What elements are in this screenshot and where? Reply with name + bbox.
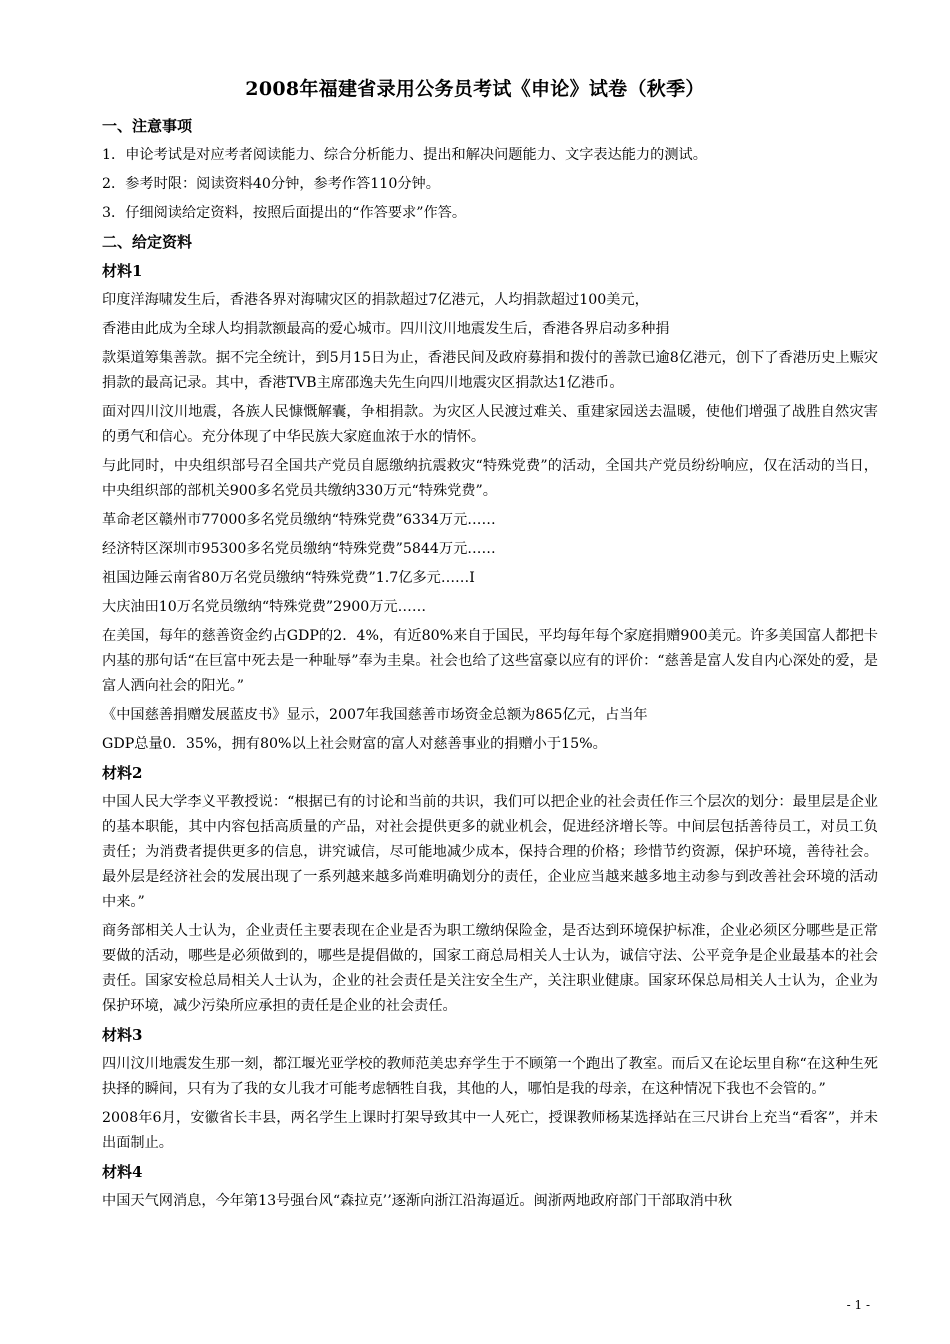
paragraph: 中国天气网消息，今年第13号强台风“森拉克’’逐渐向浙江沿海逼近。闽浙两地政府部门干部取消中秋 <box>102 1193 733 1209</box>
paragraph: 3．仔细阅读给定资料，按照后面提出的“作答要求”作答。 <box>102 205 467 221</box>
material-heading: 材料1 <box>102 262 143 280</box>
section-heading: 一、注意事项 <box>102 117 193 135</box>
paragraph: 2008年6月，安徽省长丰县，两名学生上课时打架导致其中一人死亡，授课教师杨某选择站在三尺讲台上充当“看客”，并未出面制止。 <box>102 1110 878 1151</box>
paragraph: 中国人民大学李义平教授说：“根据已有的讨论和当前的共识，我们可以把企业的社会责任作三个层次的划分：最里层是企业的基本职能，其中内容包括高质量的产品，对社会提供更多的就业机会，促进经济增长等。中间层包括善待员工，对员工负责任；为消费者提供更多的信息，讲究诚信，尽可能地减少成本，保持合理的价格；珍惜节约资源，保护环境，善待社会。最外层是经济社会的发展出现了一系列越来越多尚难明确划分的责任，企业应当越来越多地主动参与到改善社会环境的活动中来。” <box>102 794 878 910</box>
document-title: 2008年福建省录用公务员考试《申论》试卷（秋季） <box>245 78 705 100</box>
paragraph: 在美国，每年的慈善资金约占GDP的2．4%，有近80%来自于国民，平均每年每个家庭捐赠900美元。许多美国富人都把卡内基的那句话“在巨富中死去是一种耻辱”奉为圭臬。社会也给了这些富豪以应有的评价：“慈善是富人发自内心深处的爱，是富人洒向社会的阳光。” <box>102 628 878 694</box>
paragraph: 大庆油田10万名党员缴纳“特殊党费”2900万元…… <box>102 599 427 615</box>
material-heading: 材料2 <box>102 764 143 782</box>
paragraph: 面对四川汶川地震，各族人民慷慨解囊，争相捐款。为灾区人民渡过难关、重建家园送去温暖，使他们增强了战胜自然灾害的勇气和信心。充分体现了中华民族大家庭血浓于水的情怀。 <box>102 404 878 445</box>
paragraph: 祖国边陲云南省80万名党员缴纳“特殊党费”1.7亿多元……I <box>102 570 475 586</box>
paragraph: 《中国慈善捐赠发展蓝皮书》显示，2007年我国慈善市场资金总额为865亿元，占当年 <box>102 707 648 723</box>
paragraph: 经济特区深圳市95300多名党员缴纳“特殊党费”5844万元…… <box>102 541 496 557</box>
page-number: - 1 - <box>846 1298 870 1312</box>
paragraph: 印度洋海啸发生后，香港各界对海啸灾区的捐款超过7亿港元，人均捐款超过100美元， <box>102 292 649 308</box>
paragraph: GDP总量0．35%，拥有80%以上社会财富的富人对慈善事业的捐赠小于15%。 <box>102 736 607 752</box>
paragraph: 革命老区赣州市77000多名党员缴纳“特殊党费”6334万元…… <box>102 512 496 528</box>
paragraph: 款渠道筹集善款。据不完全统计，到5月15日为止，香港民间及政府募捐和拨付的善款已逾8亿港元，创下了香港历史上赈灾捐款的最高记录。其中，香港TVB主席邵逸夫先生向四川地震灾区捐款达1亿港币。 <box>102 350 878 391</box>
material-heading: 材料4 <box>102 1163 143 1181</box>
document-body <box>102 114 878 1218</box>
paragraph: 2．参考时限：阅读资料40分钟，参考作答110分钟。 <box>102 176 440 192</box>
paragraph: 与此同时，中央组织部号召全国共产党员自愿缴纳抗震救灾“特殊党费”的活动，全国共产党员纷纷响应，仅在活动的当日，中央组织部的部机关900多名党员共缴纳330万元“特殊党费”。 <box>102 458 878 499</box>
section-heading: 二、给定资料 <box>102 233 193 251</box>
paragraph: 四川汶川地震发生那一刻，都江堰光亚学校的教师范美忠弃学生于不顾第一个跑出了教室。而后又在论坛里自称“在这种生死抉择的瞬间，只有为了我的女儿我才可能考虑牺牲自我，其他的人，哪怕是我的母亲，在这种情况下我也不会管的。” <box>102 1056 878 1097</box>
paragraph: 香港由此成为全球人均捐款额最高的爱心城市。四川汶川地震发生后，香港各界启动多种捐 <box>102 321 670 337</box>
paragraph: 1．申论考试是对应考者阅读能力、综合分析能力、提出和解决问题能力、文字表达能力的测试。 <box>102 147 707 163</box>
material-heading: 材料3 <box>102 1026 143 1044</box>
paragraph: 商务部相关人士认为，企业责任主要表现在企业是否为职工缴纳保险金，是否达到环境保护标准，企业必须区分哪些是正常要做的活动，哪些是必须做到的，哪些是提倡做的，国家工商总局相关人士认为，诚信守法、公平竞争是企业最基本的社会责任。国家安检总局相关人士认为，企业的社会责任是关注安全生产，关注职业健康。国家环保总局相关人士认为，企业为保护环境，减少污染所应承担的责任是企业的社会责任。 <box>102 923 878 1014</box>
